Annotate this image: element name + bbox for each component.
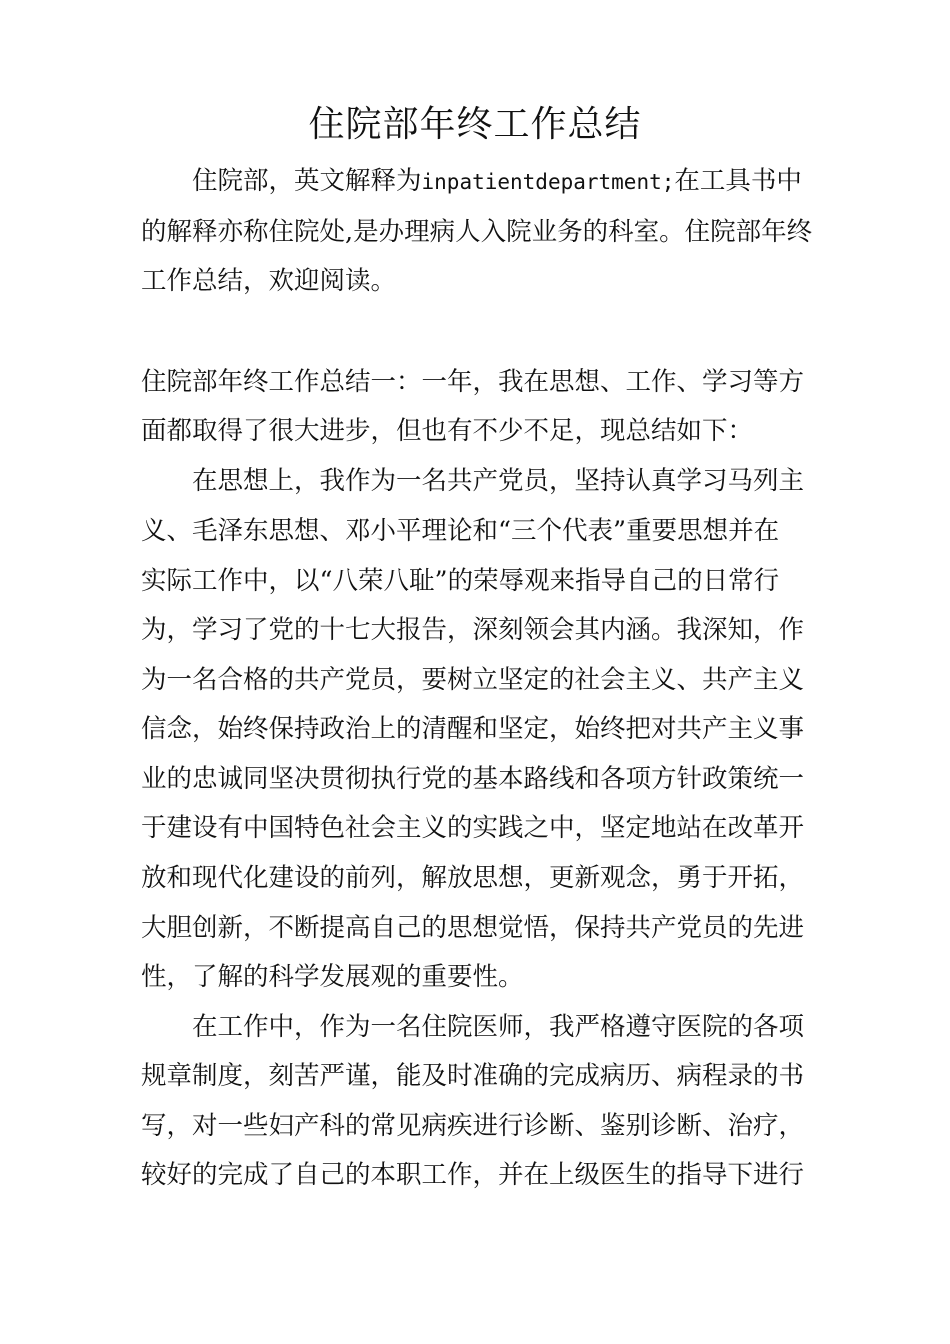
work-paragraph-line: 写，对一些妇产科的常见病疾进行诊断、鉴别诊断、治疗， [141,1111,805,1141]
intro-line-2: 的解释亦称住院处,是办理病人入院业务的科室。住院部年终 [141,217,813,247]
thought-paragraph-line: 大胆创新，不断提高自己的思想觉悟，保持共产党员的先进 [141,913,805,943]
thought-paragraph-line: 义、毛泽东思想、邓小平理论和“三个代表”重要思想并在 [141,516,780,546]
section1-heading-line-1: 住院部年终工作总结一：一年，我在思想、工作、学习等方 [141,367,805,397]
intro-text-end: 在工具书中 [674,166,802,196]
document-title: 住院部年终工作总结 [308,104,642,145]
thought-paragraph-line: 放和现代化建设的前列，解放思想，更新观念，勇于开拓， [141,863,805,893]
thought-paragraph-line: 于建设有中国特色社会主义的实践之中，坚定地站在改革开 [141,813,805,843]
intro-line-1 [192,161,802,202]
work-paragraph-line: 较好的完成了自己的本职工作，并在上级医生的指导下进行 [141,1160,805,1190]
work-paragraph-line: 规章制度，刻苦严谨，能及时准确的完成病历、病程录的书 [141,1061,805,1091]
thought-paragraph-line: 实际工作中，以“八荣八耻”的荣辱观来指导自己的日常行 [141,566,780,596]
thought-paragraph-line: 业的忠诚同坚决贯彻执行党的基本路线和各项方针政策统一 [141,764,805,794]
thought-paragraph-line: 性，了解的科学发展观的重要性。 [141,962,524,992]
section1-heading-line-2: 面都取得了很大进步，但也有不少不足，现总结如下： [141,416,754,446]
thought-paragraph-line: 信念，始终保持政治上的清醒和坚定，始终把对共产主义事 [141,714,805,744]
thought-paragraph-line: 为一名合格的共产党员，要树立坚定的社会主义、共产主义 [141,665,805,695]
intro-line-3: 工作总结，欢迎阅读。 [141,266,397,296]
work-paragraph-line: 在工作中，作为一名住院医师，我严格遵守医院的各项 [192,1012,805,1042]
intro-text-start: 住院部，英文解释为 [192,166,422,196]
thought-paragraph-line: 在思想上，我作为一名共产党员，坚持认真学习马列主 [192,466,805,496]
thought-paragraph-line: 为，学习了党的十七大报告，深刻领会其内涵。我深知，作 [141,615,805,645]
intro-english-term: inpatientdepartment; [421,170,675,194]
